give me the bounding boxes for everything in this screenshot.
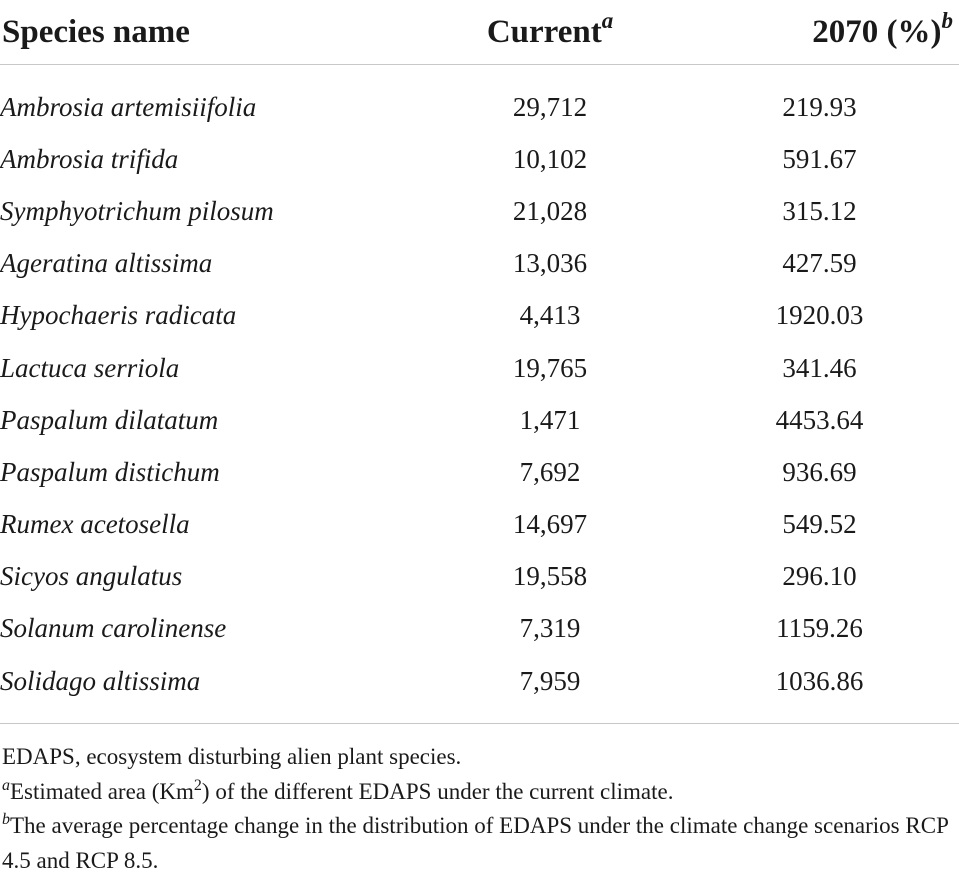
table-bottom-rule [0, 707, 959, 724]
change-2070-cell: 591.67 [782, 143, 857, 174]
species-name-cell: Lactuca serriola [0, 352, 180, 383]
footnote-a [2, 775, 957, 810]
footnote-abbreviation-text: EDAPS, ecosystem disturbing alien plant species. [2, 744, 462, 769]
header-current-footnote-marker: a [601, 7, 614, 33]
header-species [0, 0, 420, 65]
current-area-cell: 7,319 [519, 613, 581, 644]
species-name-cell: Paspalum distichum [0, 456, 220, 487]
header-2070-footnote-marker: b [941, 7, 953, 33]
table-header [0, 0, 959, 65]
species-name-cell: Ambrosia artemisiifolia [0, 91, 257, 122]
change-2070-cell: 315.12 [782, 195, 857, 226]
change-2070-cell: 4453.64 [775, 404, 864, 435]
current-area-cell: 13,036 [512, 248, 588, 279]
change-2070-cell: 549.52 [782, 509, 857, 540]
change-2070-cell: 1920.03 [775, 300, 864, 331]
species-name-cell: Ageratina altissima [0, 248, 213, 279]
header-row [0, 0, 959, 65]
header-2070 [680, 0, 959, 65]
current-area-cell: 29,712 [512, 91, 588, 122]
footnote-b [2, 809, 957, 878]
current-area-cell: 1,471 [519, 404, 581, 435]
footnote-a-superscript: 2 [193, 776, 202, 794]
change-2070-cell: 936.69 [782, 456, 857, 487]
footnote-b-marker: b [2, 811, 10, 828]
current-area-cell: 19,765 [512, 352, 588, 383]
change-2070-cell: 296.10 [782, 561, 857, 592]
change-2070-cell: 219.93 [782, 91, 857, 122]
table-row [0, 394, 959, 446]
change-2070-cell: 1036.86 [775, 665, 864, 696]
table-row [0, 551, 959, 603]
species-name-cell: Solanum carolinense [0, 613, 227, 644]
change-2070-cell: 341.46 [782, 352, 857, 383]
species-name-cell: Symphyotrichum pilosum [0, 195, 274, 226]
species-name-cell: Paspalum dilatatum [0, 404, 219, 435]
species-name-cell: Hypochaeris radicata [0, 300, 237, 331]
table-row [0, 342, 959, 394]
species-name-cell: Solidago altissima [0, 665, 201, 696]
species-name-cell: Ambrosia trifida [0, 143, 179, 174]
current-area-cell: 7,959 [519, 665, 581, 696]
table-row [0, 133, 959, 185]
header-species-label: Species name [2, 13, 190, 50]
table-row [0, 290, 959, 342]
table-row [0, 499, 959, 551]
current-area-cell: 14,697 [512, 509, 588, 540]
table-body [0, 65, 959, 724]
header-current [420, 0, 680, 65]
table-footnotes [2, 740, 957, 878]
footnote-a-text-end: ) of the different EDAPS under the current climate. [201, 778, 674, 804]
table-row [0, 81, 959, 133]
footnote-a-marker: a [2, 776, 10, 794]
species-name-cell: Rumex acetosella [0, 509, 190, 540]
table-row [0, 446, 959, 498]
table-row [0, 603, 959, 655]
footnote-a-text-start: Estimated area (Km [10, 778, 194, 804]
current-area-cell: 10,102 [512, 143, 588, 174]
table-row [0, 185, 959, 237]
table-row [0, 238, 959, 290]
current-area-cell: 4,413 [519, 300, 581, 331]
current-area-cell: 21,028 [512, 195, 588, 226]
change-2070-cell: 1159.26 [776, 613, 863, 644]
footnote-abbreviation [2, 740, 957, 775]
table-row [0, 655, 959, 707]
species-name-cell: Sicyos angulatus [0, 561, 183, 592]
current-area-cell: 19,558 [512, 561, 588, 592]
header-current-label: Current [486, 13, 602, 50]
header-2070-label: 2070 (%) [812, 13, 942, 50]
footnote-b-text: The average percentage change in the distribution of EDAPS under the climate change scenarios RCP 4.5 and RCP 8.5. [2, 813, 949, 873]
table-top-spacer [0, 65, 959, 82]
change-2070-cell: 427.59 [782, 248, 857, 279]
current-area-cell: 7,692 [519, 456, 581, 487]
